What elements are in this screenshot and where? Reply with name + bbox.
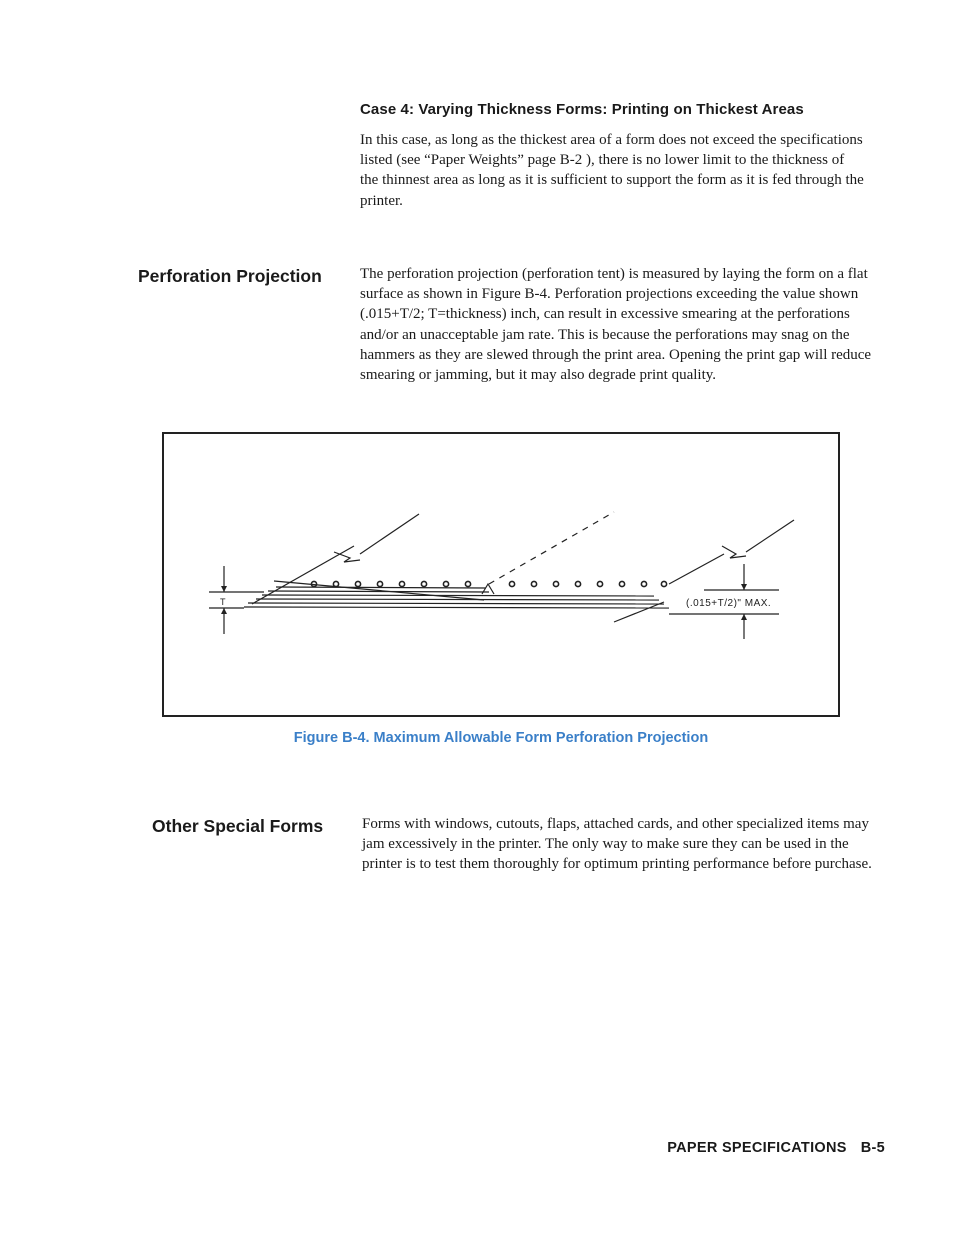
max-arrowhead-down [741, 584, 747, 590]
page-footer [667, 1140, 885, 1156]
right-form-tail [746, 520, 794, 552]
sheet-line-1 [244, 607, 669, 608]
perforation-hole [575, 581, 580, 586]
perforation-projection-heading: Perforation Projection [138, 266, 322, 286]
perforation-hole [399, 581, 404, 586]
figure-caption: Figure B-4. Maximum Allowable Form Perforation Projection [293, 730, 709, 746]
perforation-dashed-line [489, 512, 614, 584]
perforation-hole [421, 581, 426, 586]
left-form-tail [360, 514, 419, 554]
footer-section-title: PAPER SPECIFICATIONS [667, 1140, 847, 1156]
other-special-forms-heading: Other Special Forms [152, 816, 324, 836]
perforation-hole [333, 581, 338, 586]
case-4-paragraph: In this case, as long as the thickest area of a form does not exceed the specifications listed (see “Paper Weights” page B-2 ), there is no lower limit to the thickness of the thinnest area as long as it is sufficient to support the form as it is fed through the printer. [360, 132, 864, 209]
perforation-hole [597, 581, 602, 586]
sheet-line-4 [262, 595, 654, 596]
perforation-hole [641, 581, 646, 586]
t-arrowhead-up [221, 608, 227, 614]
right-form-lower [614, 602, 664, 622]
perforation-diagram-svg [164, 434, 842, 719]
figure-b4-diagram [162, 432, 840, 717]
perforation-hole [619, 581, 624, 586]
sheet-line-5 [268, 591, 489, 592]
right-form-slope [669, 554, 724, 584]
perforation-hole [443, 581, 448, 586]
max-arrowhead-up [741, 614, 747, 620]
page-number: B-5 [860, 1140, 885, 1156]
max-label: (.015+T/2)" MAX. [686, 598, 772, 609]
perforation-projection-paragraph: The perforation projection (perforation tent) is measured by laying the form on a flat surface as shown in Figure B-4. Perforation projections exceeding the value shown (.015+T/2; T=thickness) inch, can result in excessive smearing at the perforations and/or an unacceptable jam rate. This is because the perforations may snag on the hammers as they are slewed through the print area. Opening the print gap will reduce smearing or jamming, but it may also degrade print quality. [360, 266, 872, 384]
t-arrowhead-down [221, 586, 227, 592]
perforation-hole [377, 581, 382, 586]
perforation-hole [661, 581, 666, 586]
sheet-line-2 [248, 603, 664, 604]
left-form-upper-edge [274, 581, 484, 600]
perforation-hole [465, 581, 470, 586]
perforation-hole [531, 581, 536, 586]
perforation-hole [553, 581, 558, 586]
perforation-hole [509, 581, 514, 586]
t-label: T [220, 597, 226, 607]
other-special-forms-paragraph: Forms with windows, cutouts, flaps, attached cards, and other specialized items may jam excessively in the printer. The only way to make sure they can be used in the printer is to test them thoroughly for optimum printing performance before purchase. [362, 816, 872, 873]
left-break-symbol [334, 552, 360, 562]
perforation-hole [355, 581, 360, 586]
case-4-heading: Case 4: Varying Thickness Forms: Printing on Thickest Areas [360, 101, 804, 118]
right-break-symbol [722, 546, 746, 558]
perforation-hole [311, 581, 316, 586]
sheet-line-3 [256, 599, 659, 600]
